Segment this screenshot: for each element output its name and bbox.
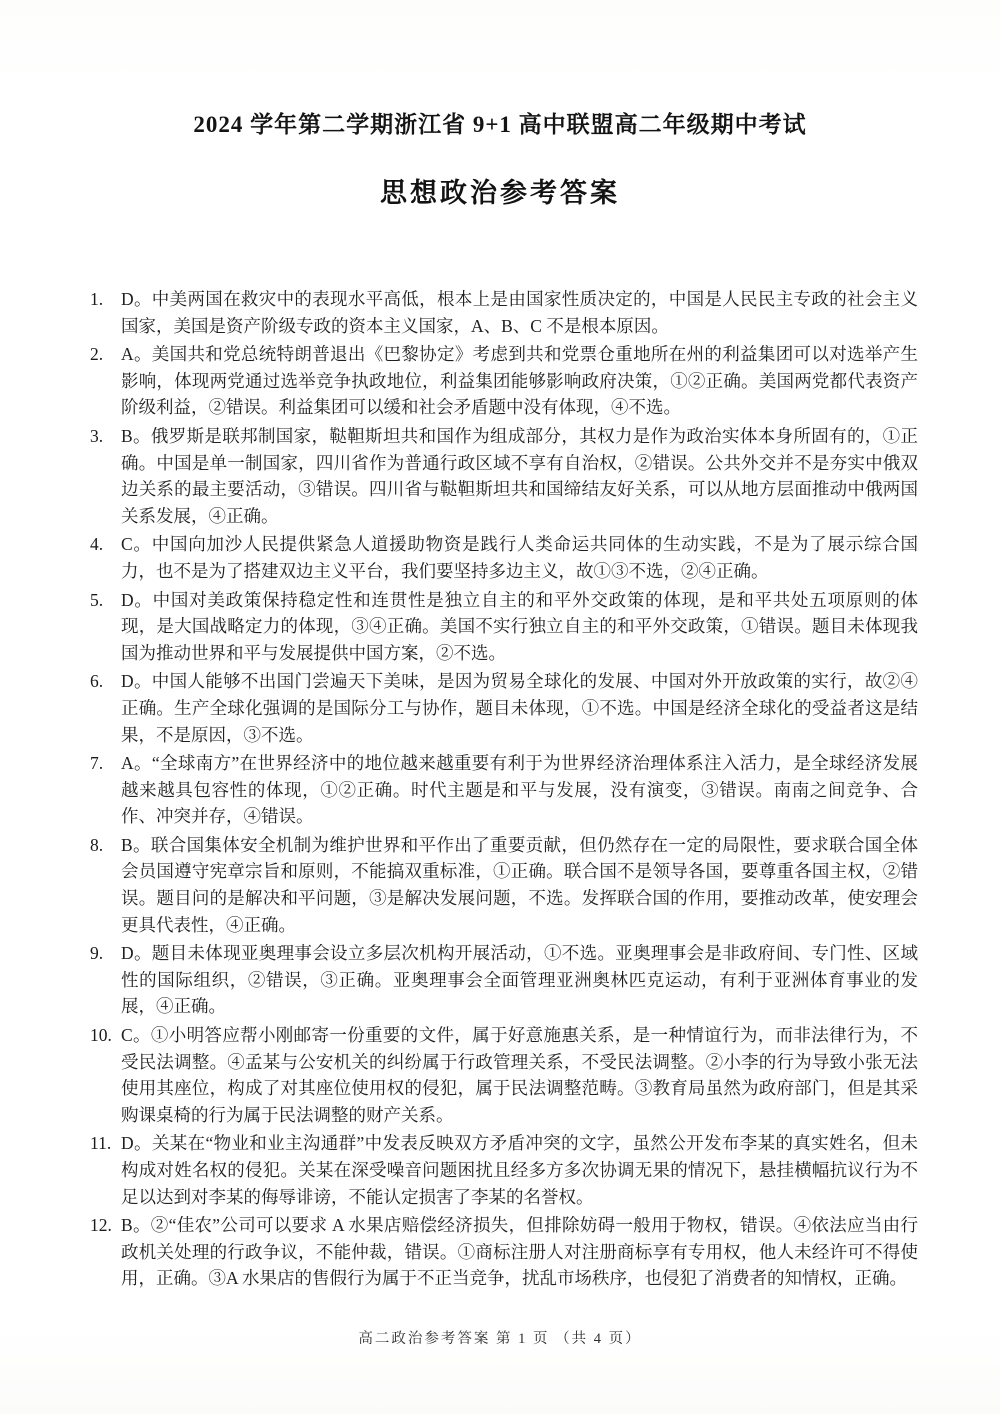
answer-text: C。中国向加沙人民提供紧急人道援助物资是践行人类命运共同体的生动实践，不是为了展示综合国力，也不是为了搭建双边主义平台，我们要坚持多边主义，故①③不选，②④正确。 — [121, 534, 918, 581]
answer-number: 8. — [90, 834, 104, 855]
answer-item — [90, 587, 918, 667]
footer-text: 高二政治参考答案 第 1 页 （共 4 页） — [358, 1331, 642, 1347]
answer-item — [90, 940, 918, 1020]
answers-subtitle: 思想政治参考答案 — [380, 178, 620, 208]
answer-text: D。中国对美政策保持稳定性和连贯性是独立自主的和平外交政策的体现，是和平共处五项原则的体现，是大国战略定力的体现，③④正确。美国不实行独立自主的和平外交政策，①错误。题目未体现我国为推动世界和平与发展提供中国方案，②不选。 — [121, 589, 918, 663]
answer-number: 3. — [90, 425, 104, 446]
answer-text: D。中美两国在救灾中的表现水平高低，根本上是由国家性质决定的，中国是人民民主专政的社会主义国家，美国是资产阶级专政的资本主义国家，A、B、C 不是根本原因。 — [121, 289, 918, 336]
answer-number: 11. — [90, 1133, 112, 1154]
answer-item — [90, 832, 918, 938]
page-footer — [0, 1327, 1000, 1348]
answer-item — [90, 1130, 918, 1210]
answer-text: A。美国共和党总统特朗普退出《巴黎协定》考虑到共和党票仓重地所在州的利益集团可以对选举产生影响，体现两党通过选举竞争执政地位，利益集团能够影响政府决策，①②正确。美国两党都代表资产阶级利益，②错误。利益集团可以缓和社会矛盾题中没有体现，④不选。 — [121, 344, 918, 418]
answer-item — [90, 750, 918, 830]
answer-number: 1. — [90, 289, 104, 309]
answer-item — [90, 1212, 918, 1292]
answer-text: A。“全球南方”在世界经济中的地位越来越重要有利于为世界经济治理体系注入活力，是全球经济发展越来越具包容性的体现，①②正确。时代主题是和平与发展，没有演变，③错误。南南之间竞争、合作、冲突并存，④错误。 — [121, 753, 918, 827]
answer-number: 7. — [90, 753, 104, 774]
answer-number: 9. — [90, 943, 104, 964]
answer-item — [90, 1022, 918, 1128]
answer-text: D。题目未体现亚奥理事会设立多层次机构开展活动，①不选。亚奥理事会是非政府间、专门性、区域性的国际组织，②错误，③正确。亚奥理事会全面管理亚洲奥林匹克运动，有利于亚洲体育事业的发展，④正确。 — [121, 943, 918, 1017]
answer-text: C。①小明答应帮小刚邮寄一份重要的文件，属于好意施惠关系，是一种情谊行为，而非法律行为，不受民法调整。④孟某与公安机关的纠纷属于行政管理关系，不受民法调整。②小李的行为导致小张无法使用其座位，构成了对其座位使用权的侵犯，属于民法调整范畴。③教育局虽然为政府部门，但是其采购课桌椅的行为属于民法调整的财产关系。 — [121, 1025, 918, 1125]
answer-number: 5. — [90, 589, 104, 610]
answer-text: D。关某在“物业和业主沟通群”中发表反映双方矛盾冲突的文字，虽然公开发布李某的真实姓名，但未构成对姓名权的侵犯。关某在深受噪音问题困扰且经多方多次协调无果的情况下，悬挂横幅抗议行为不足以达到对李某的侮辱诽谤，不能认定损害了李某的名誉权。 — [121, 1133, 918, 1207]
answer-text: B。联合国集体安全机制为维护世界和平作出了重要贡献，但仍然存在一定的局限性，要求联合国全体会员国遵守宪章宗旨和原则，不能搞双重标准，①正确。联合国不是领导各国，要尊重各国主权，②错误。题目问的是解决和平问题，③是解决发展问题，不选。发挥联合国的作用，要推动改革，使安理会更具代表性，④正确。 — [121, 834, 918, 935]
answer-list — [90, 286, 918, 1292]
answer-number: 2. — [90, 344, 104, 365]
answer-number: 10. — [90, 1025, 112, 1046]
answer-item — [90, 668, 918, 748]
answer-item — [90, 341, 918, 421]
answer-number: 4. — [90, 534, 104, 555]
answer-item — [90, 286, 918, 339]
answer-number: 6. — [90, 671, 104, 692]
exam-title: 2024 学年第二学期浙江省 9+1 高中联盟高二年级期中考试 — [193, 112, 807, 137]
answer-number: 12. — [90, 1215, 112, 1236]
answer-text: D。中国人能够不出国门尝遍天下美味，是因为贸易全球化的发展、中国对外开放政策的实行，故②④正确。生产全球化强调的是国际分工与协作，题目未体现，①不选。中国是经济全球化的受益者这是结果，不是原因，③不选。 — [121, 671, 918, 745]
answer-text: B。俄罗斯是联邦制国家，鞑靼斯坦共和国作为组成部分，其权力是作为政治实体本身所固有的，①正确。中国是单一制国家，四川省作为普通行政区域不享有自治权，②错误。公共外交并不是夯实中俄双边关系的最主要活动，③错误。四川省与鞑靼斯坦共和国缔结友好关系，可以从地方层面推动中俄两国关系发展，④正确。 — [121, 425, 918, 526]
answer-item — [90, 531, 918, 584]
answer-item — [90, 423, 918, 529]
answer-text: B。②“佳农”公司可以要求 A 水果店赔偿经济损失，但排除妨碍一般用于物权，错误。④依法应当由行政机关处理的行政争议，不能仲裁，错误。①商标注册人对注册商标享有专用权，他人未经许可不得使用，正确。③A 水果店的售假行为属于不正当竞争，扰乱市场秩序，也侵犯了消费者的知情权，正确。 — [121, 1215, 918, 1289]
